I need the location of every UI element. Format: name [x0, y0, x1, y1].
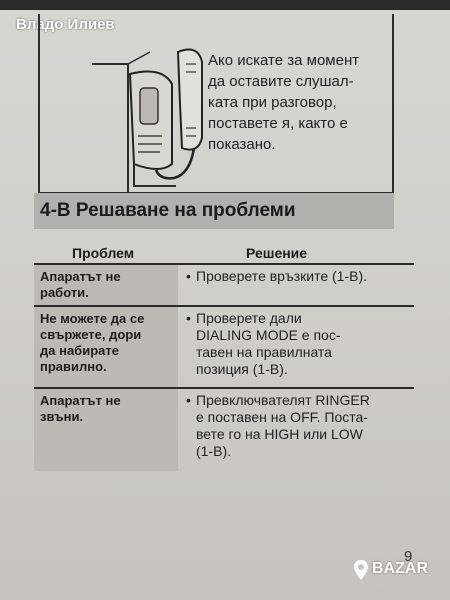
note-line: поставете я, както е	[208, 115, 348, 132]
solution-line: вете го на HIGH или LOW	[196, 426, 363, 442]
solution-line: Превключвателят RINGER	[196, 392, 370, 408]
problem-line: Апаратът не	[40, 269, 121, 284]
solution-line: Проверете връзките (1-В).	[196, 268, 368, 284]
top-dark-band	[0, 0, 450, 10]
solution-cell	[186, 392, 416, 460]
note-line: Ако искате за момент	[208, 52, 360, 69]
instruction-note	[208, 50, 386, 155]
solution-line: тавен на правилната	[196, 344, 332, 360]
troubleshooting-table	[34, 243, 414, 471]
problem-cell	[34, 389, 178, 471]
note-line: показано.	[208, 136, 276, 153]
note-line: ката при разговор,	[208, 94, 337, 111]
solution-cell	[186, 268, 416, 285]
problem-line: звъни.	[40, 409, 84, 424]
note-line: да оставите слушал-	[208, 73, 354, 90]
problem-line: работи.	[40, 285, 89, 300]
solution-line: Проверете дали	[196, 310, 302, 326]
header-solution: Решение	[246, 245, 308, 261]
solution-line: DIALING MODE е пос-	[196, 327, 341, 343]
seller-watermark: Владо Илиев	[16, 16, 115, 33]
section-title: 4-В Решаване на проблеми	[40, 200, 296, 221]
page-number: 9	[404, 548, 413, 565]
section-header	[34, 193, 394, 229]
header-problem: Проблем	[72, 245, 135, 261]
solution-cell	[186, 310, 416, 378]
problem-cell	[34, 265, 178, 305]
bullet-icon: •	[186, 268, 191, 284]
solution-line: (1-В).	[196, 443, 231, 459]
problem-line: Апаратът не	[40, 393, 121, 408]
bazar-pin-icon	[354, 560, 368, 580]
table-header	[34, 243, 414, 265]
phone-wall-illustration	[90, 44, 225, 194]
problem-line: да набирате	[40, 343, 119, 358]
bullet-icon: •	[186, 310, 191, 326]
solution-line: позиция (1-В).	[196, 361, 288, 377]
problem-cell	[34, 307, 178, 387]
table-row	[34, 389, 414, 471]
problem-line: Не можете да се	[40, 311, 145, 326]
bullet-icon: •	[186, 392, 191, 408]
table-row	[34, 265, 414, 307]
table-row	[34, 307, 414, 389]
solution-line: е поставен на OFF. Поста-	[196, 409, 368, 425]
bazar-watermark: BAZAR	[372, 560, 428, 577]
problem-line: правилно.	[40, 359, 107, 374]
problem-line: свържете, дори	[40, 327, 142, 342]
